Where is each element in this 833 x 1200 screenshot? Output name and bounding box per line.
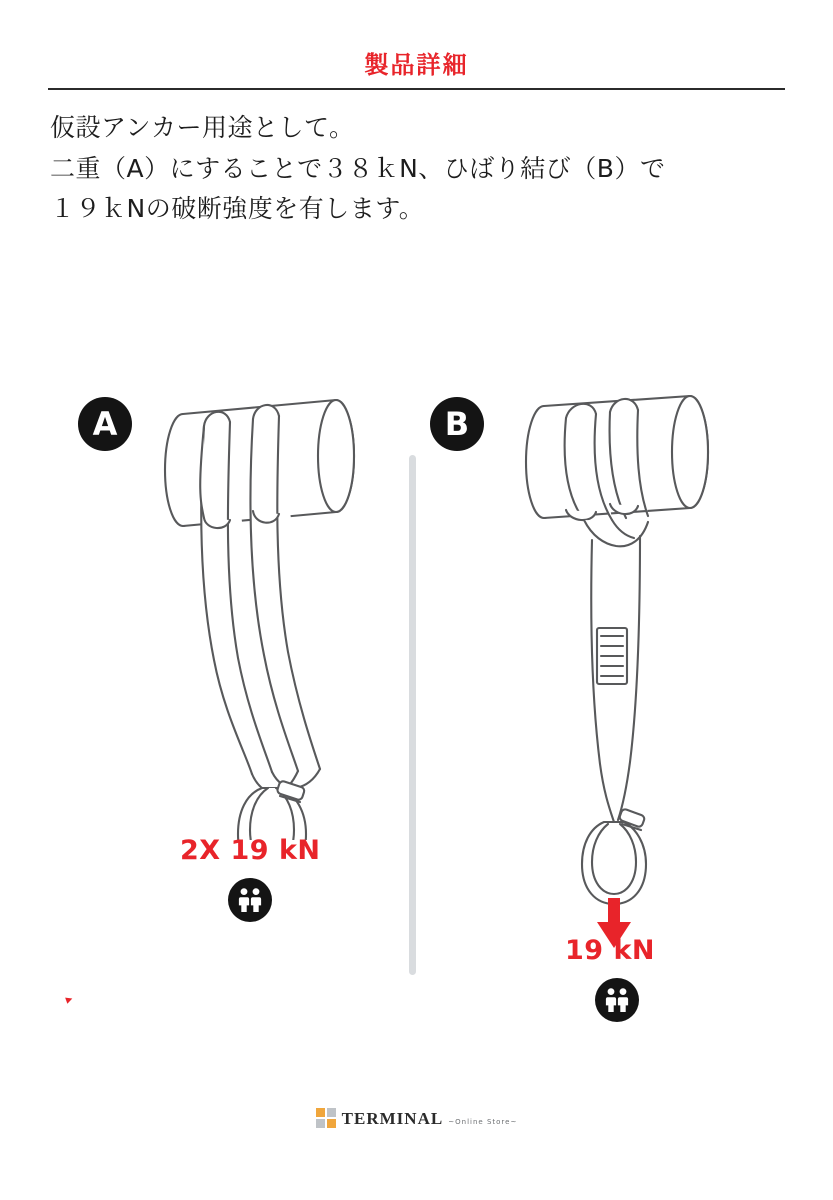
description-line-2: 二重（A）にすることで３８ｋN、ひばり結び（B）で [50, 153, 666, 183]
decorative-mark: ▸ [63, 991, 75, 1008]
panel-badge-b: B [430, 397, 484, 451]
panel-badge-a: A [78, 397, 132, 451]
logo-subtitle: ~Online Store~ [448, 1117, 518, 1126]
sling-illustration-b [500, 370, 740, 994]
footer-logo [0, 1108, 833, 1128]
two-people-icon-b [595, 978, 639, 1022]
two-people-icon-a [228, 878, 272, 922]
logo-squares-icon [316, 1108, 336, 1128]
panel-divider [409, 455, 416, 975]
strength-diagram [0, 370, 833, 1050]
logo-name: TERMINAL [341, 1108, 444, 1128]
product-description [50, 108, 790, 230]
load-label-a: 2X 19 kN [180, 835, 321, 866]
page-title: 製品詳細 [364, 51, 469, 79]
description-line-1: 仮設アンカー用途として。 [50, 113, 355, 142]
title-divider [48, 88, 785, 90]
page-header [48, 52, 785, 90]
logo-text [342, 1110, 518, 1127]
load-label-b: 19 kN [565, 935, 656, 966]
sling-illustration-a [140, 370, 400, 844]
description-line-3: １９ｋNの破断強度を有します。 [50, 194, 425, 223]
